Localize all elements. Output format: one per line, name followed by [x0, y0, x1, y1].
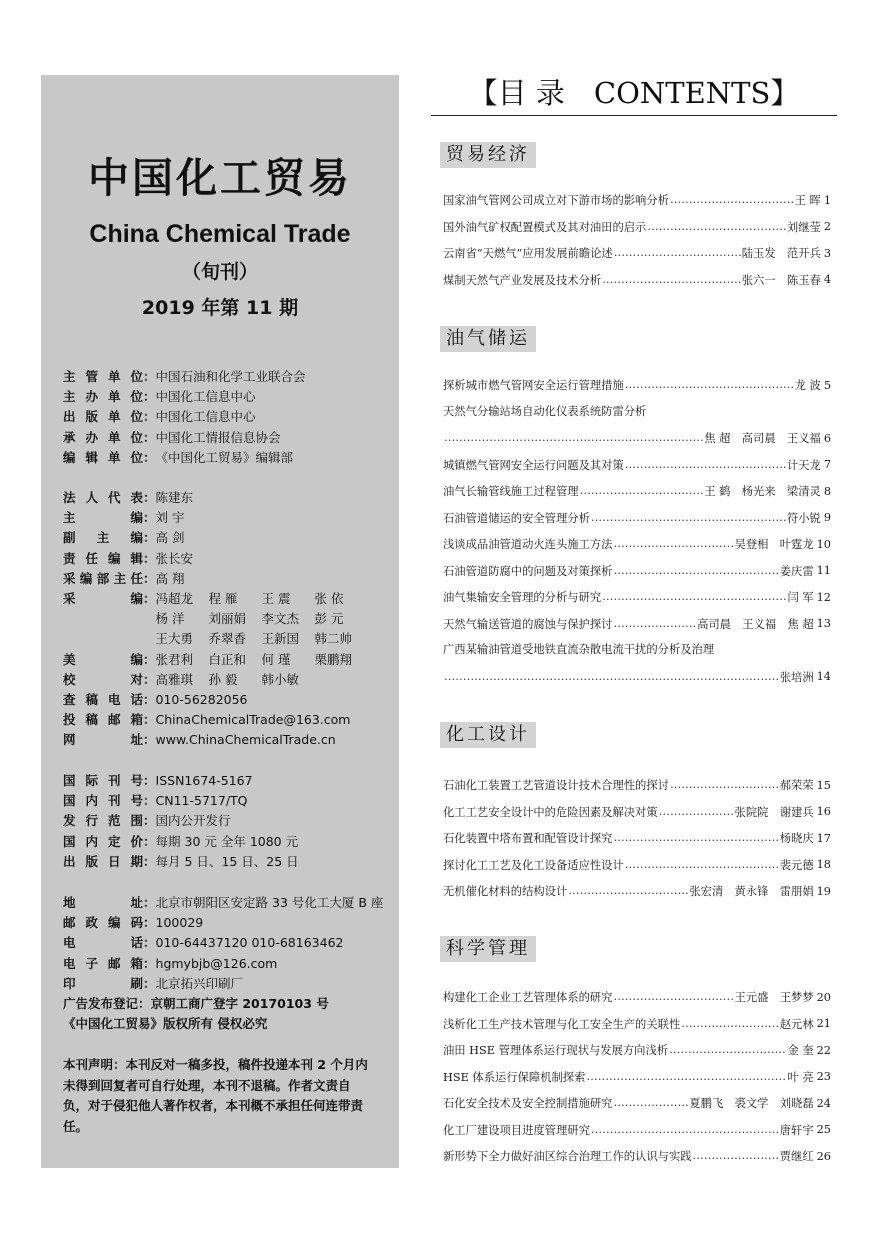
info-label: 国内刊号: [63, 793, 143, 809]
toc-leader-dots: [625, 858, 779, 872]
toc-item: [443, 214, 831, 241]
toc-item: [443, 584, 831, 611]
toc-item-title: 煤制天然气产业发展及技术分析: [443, 273, 602, 287]
toc-item-title: 广西某输油管道受地铁直流杂散电流干扰的分析及治理: [443, 643, 715, 656]
info-row: [63, 589, 368, 609]
toc-leader-dots: [613, 1096, 688, 1110]
toc-leader-dots: [580, 484, 704, 498]
name-list: [156, 629, 368, 649]
toc-item: [443, 372, 831, 399]
toc-leader-dots: [625, 378, 794, 392]
info-colon: ：: [143, 975, 156, 991]
toc-item: [443, 505, 831, 532]
toc-leader-dots: [659, 805, 734, 819]
toc-item-title: 无机催化材料的结构设计: [443, 885, 568, 899]
toc-item-authors: 焦 超 高司晨 王义福: [704, 432, 821, 446]
name-list: [156, 609, 368, 629]
toc-leader-dots: [693, 1149, 779, 1163]
toc-leader-dots: [647, 220, 786, 234]
info-colon: ：: [143, 429, 156, 445]
toc-item: [443, 558, 831, 585]
name-list: [156, 670, 315, 690]
person-name: 何 瑾: [261, 651, 291, 667]
toc-item: [443, 531, 831, 558]
person-name: 白正和: [208, 651, 247, 667]
toc-leader-dots: [670, 778, 779, 792]
toc-item: [443, 267, 831, 294]
info-value: www.ChinaChemicalTrade.cn: [155, 732, 336, 748]
info-colon: ：: [143, 955, 156, 971]
toc-item-authors: 郝荣荣: [779, 779, 814, 793]
person-name: 王大勇: [155, 631, 194, 647]
info-colon: ：: [143, 369, 156, 384]
info-colon: ：: [143, 550, 156, 566]
info-colon: ：: [143, 935, 156, 951]
person-name: 李文杰: [261, 611, 300, 627]
info-colon: ：: [143, 449, 156, 465]
toc-item-page: 14: [816, 670, 831, 684]
toc-item-page: 21: [816, 1017, 831, 1031]
toc-item-page: 4: [823, 273, 831, 287]
info-colon: [143, 609, 156, 629]
toc-item-page: 2: [823, 220, 831, 234]
toc-item-title: 石油管道储运的安全管理分析: [443, 511, 590, 525]
toc-leader-dots: [444, 670, 779, 684]
toc-leader-dots: [613, 617, 696, 631]
toc-item-title: 天然气输送管道的腐蚀与保护探讨: [443, 617, 613, 631]
toc-item-authors: 符小锐: [786, 511, 821, 525]
info-value: 国内公开发行: [155, 813, 231, 829]
toc-item-authors: 闫 军: [787, 591, 814, 605]
contents-header: 【目 录 CONTENTS】: [431, 75, 837, 116]
info-label: 投稿邮箱: [63, 712, 143, 728]
info-value: ChinaChemicalTrade@163.com: [155, 712, 351, 728]
toc-leader-dots: [670, 193, 794, 207]
info-row: [63, 670, 368, 690]
toc-item-page: 19: [816, 884, 831, 898]
info-colon: ：: [143, 712, 156, 728]
info-value: 100029: [155, 915, 204, 931]
info-row: [63, 832, 299, 852]
toc-item-authors: 计天龙: [786, 458, 821, 472]
toc-item-title: 石化装置中塔布置和配管设计探究: [443, 832, 613, 846]
info-row: [63, 488, 368, 508]
info-label: 地址: [63, 895, 143, 910]
person-name: 乔翠香: [208, 631, 247, 647]
info-row: [63, 367, 306, 387]
info-row: [63, 428, 306, 448]
info-colon: ：: [143, 591, 156, 607]
info-row: [63, 791, 299, 811]
name-list: [156, 650, 368, 670]
toc-leader-dots: [591, 1123, 779, 1137]
info-colon: ：: [143, 651, 156, 667]
info-row: [63, 629, 368, 649]
toc-item-title: 国家油气管网公司成立对下游市场的影响分析: [443, 194, 669, 208]
person-name: 王 震: [261, 591, 291, 607]
toc-item: [443, 611, 831, 638]
person-name: 张 依: [314, 591, 344, 607]
info-label: 主办单位: [63, 389, 143, 405]
toc-item-title: 化工厂建设项目进度管理研究: [443, 1123, 590, 1137]
toc-item-title: 石油化工装置工艺管道设计技术合理性的探讨: [443, 779, 669, 793]
toc-item-authors: 贾继红: [779, 1150, 814, 1164]
person-name: 杨 洋: [155, 611, 185, 627]
toc-item: [443, 825, 831, 852]
info-colon: ：: [143, 510, 156, 526]
info-row: [63, 811, 299, 831]
info-colon: ：: [143, 773, 156, 788]
toc-item-title: 石化安全技术及安全控制措施研究: [443, 1097, 613, 1111]
toc-item-authors: 张宏清 黄永锋 雷朋娟: [689, 885, 814, 899]
toc-item-page: 17: [816, 831, 831, 845]
toc-item-page: 6: [823, 431, 831, 445]
toc-item-authors: 唐轩宇: [779, 1123, 814, 1137]
journal-notice: 本刊声明：本刊反对一稿多投，稿件投递本刊 2 个月内未得到回复者可自行处理，本刊不退稿。作者文责自负，对于侵犯他人著作权者，本刊概不承担任何连带责任。: [63, 1057, 368, 1134]
staff-info: [63, 488, 368, 751]
info-row: [63, 893, 383, 913]
info-colon: ：: [143, 793, 156, 809]
toc-item-authors: 金 奎: [787, 1044, 814, 1058]
toc-leader-dots: [613, 990, 733, 1004]
toc-item: [443, 425, 831, 452]
toc-item: [443, 1117, 831, 1144]
info-row: [63, 730, 368, 750]
toc-list: [443, 772, 831, 905]
toc-item-page: 16: [816, 805, 831, 819]
info-label: 美编: [63, 651, 143, 667]
toc-item-authors: 张六一 陈玉春: [741, 273, 821, 287]
toc-item: [443, 664, 831, 691]
toc-item-page: 26: [816, 1149, 831, 1163]
toc-item-page: 23: [816, 1070, 831, 1084]
toc-item-authors: 吴登相 叶霆龙: [734, 538, 814, 552]
toc-item-page: 22: [816, 1043, 831, 1057]
toc-item-authors: 刘继莹: [786, 220, 821, 234]
info-value: 每期 30 元 全年 1080 元: [155, 833, 299, 849]
info-row: [63, 609, 368, 629]
toc-leader-dots: [591, 511, 786, 525]
toc-item-authors: 杨晓庆: [779, 832, 814, 846]
info-row: [63, 387, 306, 407]
info-value: 010-64437120 010-68163462: [155, 935, 344, 951]
toc-leader-dots: [602, 590, 786, 604]
person-name: 冯超龙: [155, 591, 194, 607]
toc-item-title: 化工工艺安全设计中的危险因素及解决对策: [443, 805, 658, 819]
info-label: 承办单位: [63, 429, 143, 445]
toc-item-page: 25: [816, 1123, 831, 1137]
info-row: [63, 913, 383, 933]
info-colon: ：: [143, 692, 156, 708]
toc-item-page: 13: [816, 617, 831, 631]
info-label: 主管单位: [63, 369, 143, 384]
toc-item-authors: 张培洲: [779, 670, 814, 684]
info-row: [63, 448, 306, 468]
toc-item-authors: 张院院 谢建兵: [734, 805, 814, 819]
info-label: 副主编: [63, 530, 143, 546]
info-label: 采编: [63, 591, 143, 607]
person-name: 栗鹏翔: [314, 651, 353, 667]
toc-leader-dots: [568, 884, 688, 898]
toc-item-page: 7: [823, 458, 831, 472]
info-colon: ：: [143, 671, 156, 687]
info-row: [63, 690, 368, 710]
person-name: 高雅琪: [155, 671, 194, 687]
person-name: 彭 元: [314, 611, 344, 627]
toc-item-authors: 赵元林: [779, 1017, 814, 1031]
toc-item-title: 探讨化工工艺及化工设备适应性设计: [443, 858, 624, 872]
info-colon: ：: [143, 409, 156, 425]
toc-leader-dots: [602, 273, 741, 287]
info-value: 中国石油和化学工业联合会: [155, 369, 306, 384]
copyright: 《中国化工贸易》版权所有 侵权必究: [63, 1016, 268, 1032]
toc-leader-dots: [625, 458, 786, 472]
section-heading: 科学管理: [440, 936, 536, 962]
toc-item-authors: 姜庆雷: [779, 564, 814, 578]
toc-leader-dots: [614, 246, 741, 260]
info-colon: ：: [143, 895, 156, 910]
info-label: 主编: [63, 510, 143, 526]
toc-item-title: 探析城市燃气管网安全运行管理措施: [443, 379, 624, 393]
info-colon: ：: [143, 813, 156, 829]
toc-item-authors: 叶 亮: [787, 1070, 814, 1084]
toc-item-title: 石油管道防腐中的问题及对策探析: [443, 564, 613, 578]
info-label: 电话: [63, 935, 143, 951]
toc-item: [443, 984, 831, 1011]
section-heading: 化工设计: [440, 722, 536, 748]
info-value: 《中国化工贸易》编辑部: [155, 449, 294, 465]
info-colon: ：: [143, 833, 156, 849]
toc-item: [443, 1090, 831, 1117]
toc-item-page: 8: [823, 484, 831, 498]
section-heading: 油气储运: [440, 326, 536, 352]
info-colon: ：: [143, 853, 156, 869]
info-row: [63, 528, 368, 548]
toc-leader-dots: [586, 1070, 786, 1084]
info-label: 责任编辑: [63, 550, 143, 566]
info-value: 中国化工情报信息协会: [155, 429, 281, 445]
info-row: [63, 569, 368, 589]
toc-item-page: 24: [816, 1096, 831, 1110]
toc-item-title: 城镇燃气管网安全运行问题及其对策: [443, 458, 624, 472]
info-row: [63, 650, 368, 670]
toc-leader-dots: [669, 1043, 786, 1057]
info-value: 010-56282056: [155, 692, 248, 708]
toc-item-page: 5: [823, 378, 831, 392]
toc-item: [443, 1037, 831, 1064]
toc-item-title: 新形势下全力做好油区综合治理工作的认识与实践: [443, 1150, 692, 1164]
toc-item-authors: 王元盛 王梦梦: [734, 991, 814, 1005]
person-name: 韩小敏: [261, 671, 300, 687]
info-colon: [143, 629, 156, 649]
name-list: [156, 589, 368, 609]
toc-item: [443, 240, 831, 267]
info-value: hgmybjb@126.com: [155, 955, 278, 971]
info-colon: ：: [143, 389, 156, 405]
info-row: [63, 549, 368, 569]
info-label: [63, 629, 143, 649]
toc-item-title: HSE 体系运行保障机制探索: [443, 1070, 586, 1084]
info-label: 查稿电话: [63, 692, 143, 708]
toc-item-page: 1: [823, 193, 831, 207]
toc-item: [443, 452, 831, 479]
toc-item-authors: 龙 波: [794, 379, 821, 393]
toc-item-title: 油气长输管线施工过程管理: [443, 485, 579, 499]
info-value: ISSN1674-5167: [155, 773, 253, 788]
info-label: [63, 609, 143, 629]
info-label: 邮政编码: [63, 915, 143, 931]
info-label: 出版日期: [63, 853, 143, 869]
info-label: 电子邮箱: [63, 955, 143, 971]
info-value: 张长安: [155, 550, 194, 566]
info-colon: ：: [143, 490, 156, 505]
toc-item: [443, 1011, 831, 1038]
info-row: [63, 852, 299, 872]
toc-item-title: 油气集输安全管理的分析与研究: [443, 591, 602, 605]
toc-leader-dots: [444, 431, 703, 445]
toc-item-authors: 高司晨 王义福 焦 超: [697, 617, 814, 631]
toc-leader-dots: [613, 564, 778, 578]
toc-item: [443, 852, 831, 879]
toc-item-authors: 王 鹤 杨光来 梁清灵: [704, 485, 821, 499]
person-name: 张君利: [155, 651, 194, 667]
info-label: 国际刊号: [63, 773, 143, 788]
issue-number: 2019 年第 11 期: [141, 297, 299, 319]
toc-item-title: 油田 HSE 管理体系运行现状与发展方向浅析: [443, 1044, 669, 1058]
info-row: [63, 933, 383, 953]
toc-item: [443, 478, 831, 505]
info-value: 高 翔: [155, 570, 185, 586]
toc-list: [443, 372, 831, 690]
info-colon: ：: [143, 915, 156, 931]
info-row: [63, 508, 368, 528]
info-colon: ：: [143, 530, 156, 546]
info-value: 高 剑: [155, 530, 185, 546]
person-name: 刘丽娟: [208, 611, 247, 627]
toc-item: [443, 878, 831, 905]
info-label: 校对: [63, 671, 143, 687]
info-value: 北京拓兴印刷厂: [155, 975, 244, 991]
toc-item-page: 15: [816, 778, 831, 792]
journal-title-en: China Chemical Trade: [89, 220, 351, 248]
info-row: [63, 771, 299, 791]
toc-item-title: 构建化工企业工艺管理体系的研究: [443, 991, 613, 1005]
info-label: 印刷: [63, 975, 143, 991]
info-value: 刘 宇: [155, 510, 185, 526]
toc-item-authors: 夏鹏飞 裘文学 刘晓磊: [689, 1097, 814, 1111]
info-colon: ：: [143, 732, 156, 748]
info-row: [63, 710, 368, 730]
info-label: 出版单位: [63, 409, 143, 425]
info-row: [63, 954, 383, 974]
info-row: [63, 974, 383, 994]
toc-item: [443, 187, 831, 214]
toc-item-page: 18: [816, 858, 831, 872]
toc-item: [443, 1143, 831, 1170]
person-name: 韩二帅: [314, 631, 353, 647]
section-heading: 贸易经济: [440, 142, 536, 168]
toc-item-title: 国外油气矿权配置模式及其对油田的启示: [443, 220, 647, 234]
toc-item-page: 3: [823, 246, 831, 260]
info-label: 编辑单位: [63, 449, 143, 465]
info-value: 中国化工信息中心: [155, 409, 256, 425]
publication-frequency: （旬刊）: [181, 261, 258, 283]
info-colon: ：: [143, 570, 156, 586]
toc-item: [443, 772, 831, 799]
toc-item-page: 9: [823, 511, 831, 525]
masthead-panel: [41, 75, 399, 1168]
toc-item-title: 浅析化工生产技术管理与化工安全生产的关联性: [443, 1017, 681, 1031]
org-info: [63, 367, 306, 468]
info-label: 网址: [63, 732, 143, 748]
person-name: 程 雁: [208, 591, 238, 607]
publication-info: [63, 771, 299, 872]
toc-list: [443, 984, 831, 1170]
toc-item: [443, 1064, 831, 1091]
info-label: 法人代表: [63, 490, 143, 505]
toc-item-page: 11: [816, 564, 831, 578]
toc-item-page: 20: [816, 990, 831, 1004]
info-value: 每月 5 日、15 日、25 日: [155, 853, 299, 869]
person-name: 孙 毅: [208, 671, 238, 687]
person-name: 王新国: [261, 631, 300, 647]
ad-registration: 广告发布登记：京朝工商广登字 20170103 号: [63, 996, 329, 1012]
toc-item-title: 天然气分输站场自动化仪表系统防雷分析: [443, 404, 647, 418]
toc-item-page: 12: [816, 590, 831, 604]
info-label: 国内定价: [63, 833, 143, 849]
info-value: 中国化工信息中心: [155, 389, 256, 405]
info-value: 北京市朝阳区安定路 33 号化工大厦 B 座: [155, 895, 384, 910]
toc-leader-dots: [613, 831, 778, 845]
toc-item-title: 浅谈成品油管道动火连头施工方法: [443, 538, 613, 552]
toc-item-authors: 王 晖: [794, 194, 821, 208]
journal-title-cn: 中国化工贸易: [88, 154, 352, 202]
info-label: 发行范围: [63, 813, 143, 829]
toc-item-authors: 裴元德: [779, 858, 814, 872]
toc-item-authors: 陆玉发 范开兵: [741, 247, 821, 261]
toc-leader-dots: [681, 1017, 778, 1031]
toc-leader-dots: [613, 537, 733, 551]
info-value: CN11-5717/TQ: [155, 793, 248, 809]
info-label: 采编部主任: [63, 570, 143, 586]
address-info: [63, 893, 383, 1034]
info-value: 陈建东: [155, 490, 194, 505]
toc-item-title: 云南省“天燃气”应用发展前瞻论述: [443, 247, 613, 261]
toc-item-page: 10: [816, 537, 831, 551]
toc-list: [443, 187, 831, 293]
toc-item: [443, 799, 831, 826]
info-row: [63, 407, 306, 427]
